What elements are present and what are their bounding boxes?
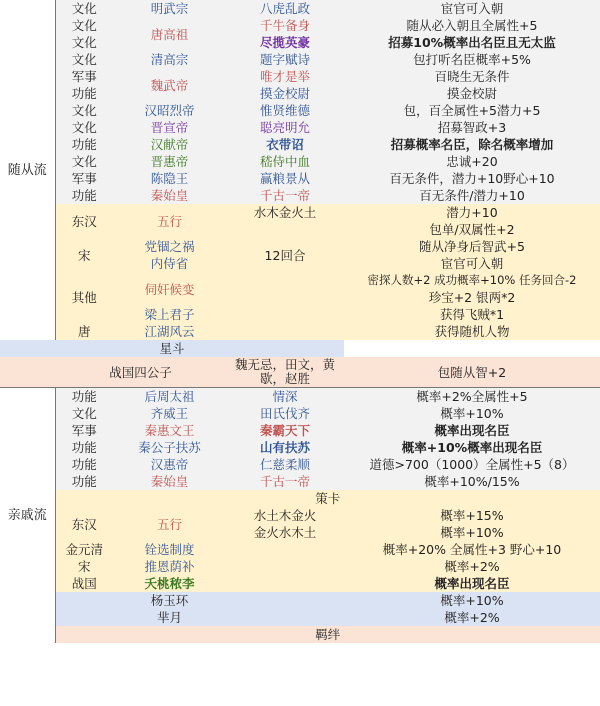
- blank-cell: [226, 575, 344, 592]
- section-label-suicong: 随从流: [0, 0, 55, 340]
- effect-cell: 概率+2%: [344, 609, 600, 626]
- theme-cell: 铨选制度: [113, 541, 226, 558]
- section-header-jiban: 羁绊: [55, 626, 600, 643]
- card-cell: 仁慈柔顺: [226, 456, 344, 473]
- theme-cell: 推恩荫补: [113, 558, 226, 575]
- theme-cell: 内侍省: [113, 255, 226, 272]
- card-cell: 聪亮明允: [226, 119, 344, 136]
- theme-cell: 五行: [113, 507, 226, 541]
- effect-cell: 招募10%概率出名臣且无太监: [344, 34, 600, 51]
- card-cell: 情深: [226, 388, 344, 406]
- effect-cell: 包单/双属性+2: [344, 221, 600, 238]
- table-row: [0, 272, 600, 289]
- type-cell: 功能: [55, 85, 113, 102]
- effect-cell: 概率+10%: [344, 592, 600, 609]
- elements-cell: 金火水木土: [226, 524, 344, 541]
- type-cell: 功能: [55, 473, 113, 490]
- blank-cell: [226, 272, 344, 306]
- table-row: [0, 575, 600, 592]
- effect-cell: 摸金校尉: [344, 85, 600, 102]
- effect-cell: 概率出现名臣: [344, 575, 600, 592]
- blank-cell: [0, 357, 55, 388]
- effect-cell: 百晓生无条件: [344, 68, 600, 85]
- table-row: [0, 422, 600, 439]
- effect-cell: 道德>700（1000）全属性+5（8）: [344, 456, 600, 473]
- theme-cell: 江湖风云: [113, 323, 226, 340]
- emperor-cell: 汉惠帝: [113, 456, 226, 473]
- effect-cell: 招募概率名臣，除名概率增加: [344, 136, 600, 153]
- type-cell: 功能: [55, 388, 113, 406]
- blank-cell: [55, 609, 113, 626]
- dynasty-cell: 东汉: [55, 507, 113, 541]
- card-cell: 八虎乱政: [226, 0, 344, 17]
- table-row: [0, 187, 600, 204]
- dynasty-cell: 金元清: [55, 541, 113, 558]
- card-cell: 赢粮景从: [226, 170, 344, 187]
- xingdou-name: 战国四公子: [55, 357, 226, 388]
- table-row: [0, 68, 600, 85]
- table-row: [0, 204, 600, 221]
- emperor-cell: 秦公子扶苏: [113, 439, 226, 456]
- blank-cell: [226, 541, 344, 558]
- emperor-cell: 晋宣帝: [113, 119, 226, 136]
- effect-cell: 随从必入朝且全属性+5: [344, 17, 600, 34]
- member-cell: 杨玉环: [113, 592, 226, 609]
- table-row: [0, 357, 600, 388]
- theme-cell: 夭桃秾李: [113, 575, 226, 592]
- effect-cell: 概率+10%: [344, 524, 600, 541]
- type-cell: 文化: [55, 34, 113, 51]
- effect-cell: 百无条件/潜力+10: [344, 187, 600, 204]
- card-cell: 题字赋诗: [226, 51, 344, 68]
- effect-cell: 概率+10%/15%: [344, 473, 600, 490]
- effect-cell: 概率+2%: [344, 558, 600, 575]
- type-cell: 军事: [55, 68, 113, 85]
- xingdou-effect: 包随从智+2: [344, 357, 600, 388]
- type-cell: 军事: [55, 170, 113, 187]
- table-row: [0, 405, 600, 422]
- table-row: [0, 541, 600, 558]
- emperor-cell: 陈隐王: [113, 170, 226, 187]
- table-row: [0, 238, 600, 255]
- card-cell: 山有扶苏: [226, 439, 344, 456]
- section-label-qinqi: 亲戚流: [0, 388, 55, 644]
- type-cell: 文化: [55, 17, 113, 34]
- xingdou-members: 魏无忌，田文，黄歇，赵胜: [226, 357, 344, 388]
- card-cell: 衣带诏: [226, 136, 344, 153]
- type-cell: 功能: [55, 456, 113, 473]
- table-row: [0, 323, 600, 340]
- member-cell: 芈月: [113, 609, 226, 626]
- dynasty-cell: 东汉: [55, 204, 113, 238]
- card-cell: 田氏伐齐: [226, 405, 344, 422]
- elements-cell: 水土木金火: [226, 507, 344, 524]
- blank-cell: [226, 306, 344, 323]
- type-cell: 文化: [55, 153, 113, 170]
- emperor-cell: 晋惠帝: [113, 153, 226, 170]
- table-row: [0, 136, 600, 153]
- effect-cell: 包，百全属性+5潜力+5: [344, 102, 600, 119]
- blank-cell: [55, 592, 113, 609]
- emperor-cell: 后周太祖: [113, 388, 226, 406]
- emperor-cell: 汉献帝: [113, 136, 226, 153]
- table-row: [0, 558, 600, 575]
- effect-cell: 宦官可入朝: [344, 0, 600, 17]
- blank-cell: [226, 323, 344, 340]
- elements-cell: 水木金火土: [226, 204, 344, 238]
- effect-cell: 获得飞贼*1: [344, 306, 600, 323]
- section-header-xingdou: 星斗: [0, 340, 344, 357]
- table-row: [0, 17, 600, 34]
- type-cell: 功能: [55, 136, 113, 153]
- type-cell: 文化: [55, 51, 113, 68]
- effect-cell: 概率+2%全属性+5: [344, 388, 600, 406]
- table-row: [0, 609, 600, 626]
- card-cell: 千古一帝: [226, 473, 344, 490]
- type-cell: 文化: [55, 119, 113, 136]
- emperor-cell: 秦始皇: [113, 187, 226, 204]
- card-cell: 惟贤维德: [226, 102, 344, 119]
- table-row: [0, 119, 600, 136]
- card-cell: 嵇侍中血: [226, 153, 344, 170]
- emperor-cell: 汉昭烈帝: [113, 102, 226, 119]
- type-cell: 功能: [55, 187, 113, 204]
- card-cell: 摸金校尉: [226, 85, 344, 102]
- emperor-cell: 明武宗: [113, 0, 226, 17]
- card-cell: 尽揽英豪: [226, 34, 344, 51]
- card-cell: 唯才是举: [226, 68, 344, 85]
- emperor-cell: 清高宗: [113, 51, 226, 68]
- effect-cell: 招募智政+3: [344, 119, 600, 136]
- dynasty-cell: 其他: [55, 272, 113, 323]
- table-row: [0, 340, 600, 357]
- card-cell: 千古一帝: [226, 187, 344, 204]
- table-row: [0, 456, 600, 473]
- effect-cell: 包打听名臣概率+5%: [344, 51, 600, 68]
- type-cell: 功能: [55, 439, 113, 456]
- effect-cell: 概率+15%: [344, 507, 600, 524]
- card-cell: 千牛备身: [226, 17, 344, 34]
- table-row: [0, 592, 600, 609]
- table-row: [0, 473, 600, 490]
- theme-cell: 伺奸候变: [113, 272, 226, 306]
- table-row: [0, 0, 600, 17]
- dynasty-cell: 宋: [55, 238, 113, 272]
- effect-cell: 宦官可入朝: [344, 255, 600, 272]
- effect-cell: 潜力+10: [344, 204, 600, 221]
- table-row: [0, 490, 600, 507]
- effect-cell: 获得随机人物: [344, 323, 600, 340]
- effect-cell: 百无条件，潜力+10野心+10: [344, 170, 600, 187]
- table-row: [0, 153, 600, 170]
- card-cell: 秦霸天下: [226, 422, 344, 439]
- section-header-ceka: 策卡: [55, 490, 600, 507]
- table-row: [0, 34, 600, 51]
- effect-cell: 概率+10%: [344, 405, 600, 422]
- blank-cell: [226, 592, 344, 609]
- type-cell: 文化: [55, 405, 113, 422]
- rounds-cell: 12回合: [226, 238, 344, 272]
- type-cell: 文化: [55, 102, 113, 119]
- table-row: [0, 439, 600, 456]
- table-row: [0, 170, 600, 187]
- emperor-cell: 齐威王: [113, 405, 226, 422]
- theme-cell: 五行: [113, 204, 226, 238]
- dynasty-cell: 唐: [55, 323, 113, 340]
- table-row: [0, 388, 600, 406]
- effect-cell: 概率+10%概率出现名臣: [344, 439, 600, 456]
- theme-cell: 党锢之祸: [113, 238, 226, 255]
- table-row: [0, 51, 600, 68]
- effect-cell: 概率出现名臣: [344, 422, 600, 439]
- theme-cell: 梁上君子: [113, 306, 226, 323]
- effect-cell: 密探人数+2 成功概率+10% 任务回合-2: [344, 272, 600, 289]
- table-row: [0, 626, 600, 643]
- effect-cell: 概率+20% 全属性+3 野心+10: [344, 541, 600, 558]
- type-cell: 文化: [55, 0, 113, 17]
- table-row: [0, 85, 600, 102]
- table-row: [0, 102, 600, 119]
- emperor-cell: 唐高祖: [113, 17, 226, 51]
- effect-cell: 珍宝+2 银两*2: [344, 289, 600, 306]
- dynasty-cell: 战国: [55, 575, 113, 592]
- blank-cell: [226, 609, 344, 626]
- type-cell: 军事: [55, 422, 113, 439]
- effect-cell: 忠诚+20: [344, 153, 600, 170]
- emperor-cell: 秦惠文王: [113, 422, 226, 439]
- table-row: [0, 507, 600, 524]
- dynasty-cell: 宋: [55, 558, 113, 575]
- emperor-cell: 魏武帝: [113, 68, 226, 102]
- emperor-cell: 秦始皇: [113, 473, 226, 490]
- effect-cell: 随从净身后智武+5: [344, 238, 600, 255]
- blank-cell: [226, 558, 344, 575]
